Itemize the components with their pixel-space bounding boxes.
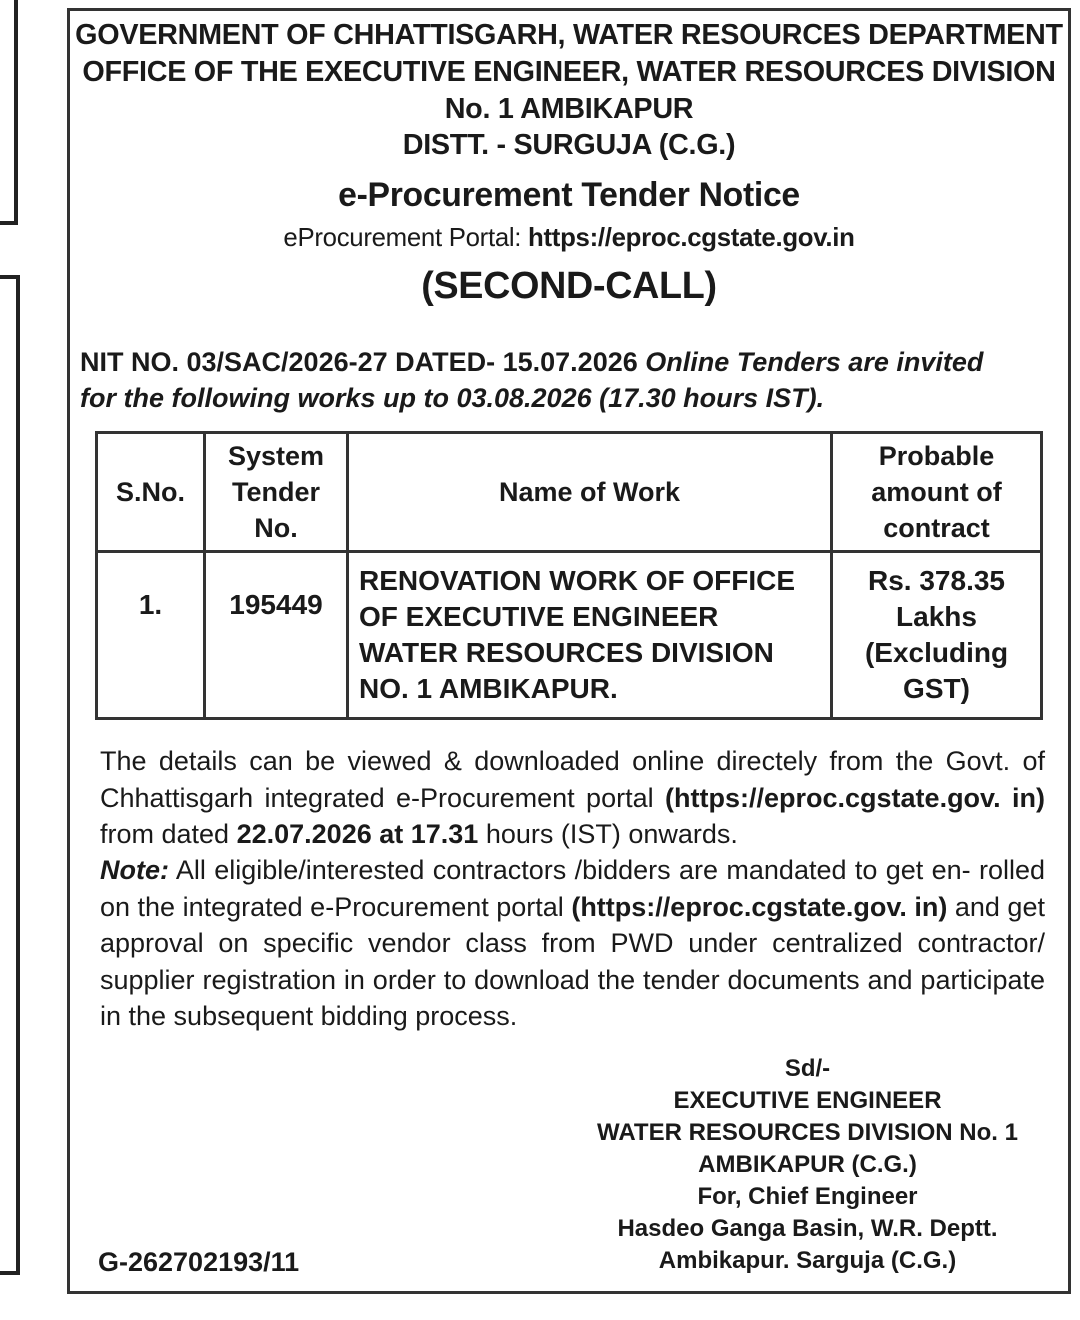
portal-line [74,222,1064,253]
details-portal-url: (https://eproc.cgstate.gov. in) [665,782,1045,813]
cell-tender-no: 195449 [205,552,348,719]
header-division: No. 1 AMBIKAPUR [444,93,694,125]
adjacent-column-border-bottom [0,275,20,1275]
tender-notice [67,8,1071,1294]
notice-title: e-Procurement Tender Notice [338,176,800,214]
signature-basin: Hasdeo Ganga Basin, W.R. Deptt. [617,1215,998,1242]
nit-line-2 [80,383,1060,414]
works-table [95,431,1043,720]
header-government: GOVERNMENT OF CHHATTISGARH, WATER RESOURCES DEPARTMENT [75,19,1063,51]
signature-place: AMBIKAPUR (C.G.) [698,1151,917,1178]
cell-sno: 1. [97,552,205,719]
note-portal-url: (https://eproc.cgstate.gov. in) [571,891,948,922]
portal-label: eProcurement Portal: [283,222,522,252]
nit-deadline: for the following works up to 03.08.2026 (17.30 hours IST). [80,383,825,413]
header-sno: S.No. [97,433,205,552]
header-amount: Probable amount of contract [832,433,1042,552]
table-header-row [97,433,1042,552]
call-label: (SECOND-CALL) [421,265,717,307]
portal-url: https://eproc.cgstate.gov.in [528,222,855,252]
table-row [97,552,1042,719]
nit-invite: Online Tenders are invited [645,347,984,377]
nit-line-1 [80,347,1060,378]
reference-number: G-262702193/11 [98,1247,300,1277]
nit-number: NIT NO. 03/SAC/2026-27 DATED- 15.07.2026 [80,347,638,377]
signature-title: EXECUTIVE ENGINEER [673,1087,942,1114]
header-district: DISTT. - SURGUJA (C.G.) [402,129,736,161]
header-tender-no: System Tender No. [205,433,348,552]
signature-division: WATER RESOURCES DIVISION No. 1 [597,1119,1018,1146]
header-name-of-work: Name of Work [348,433,832,552]
header-office: OFFICE OF THE EXECUTIVE ENGINEER, WATER RESOURCES DIVISION [82,56,1056,88]
note-label: Note: [100,855,169,885]
note-paragraph: Note: All eligible/interested contractors /bidders are mandated to get en- rolled on the integrated e-Procurement portal (https://eproc.cgstate.gov. in) and get approval on specific vendor class from PWD under centralized contractor/ supplier registration in order to download the tender documents and participate in the subsequent bidding process. [100,855,1046,1031]
details-paragraph: The details can be viewed & downloaded online directely from the Govt. of Chhattisgarh integrated e-Procurement portal (https://eproc.cgstate.gov. in) from dated 22.07.2026 at 17.31 hours (IST) onwards. [100,746,1045,849]
cell-amount: Rs. 378.35 Lakhs (Excluding GST) [832,552,1042,719]
cell-name-of-work: RENOVATION WORK OF OFFICE OF EXECUTIVE ENGINEER WATER RESOURCES DIVISION NO. 1 AMBIKAPUR. [348,552,832,719]
signature-for: For, Chief Engineer [697,1183,918,1210]
adjacent-column-border-top [0,0,18,225]
signature-sd: Sd/- [784,1055,831,1082]
details-date: 22.07.2026 at 17.31 [236,819,479,849]
signature-address: Ambikapur. Sarguja (C.G.) [658,1247,957,1274]
